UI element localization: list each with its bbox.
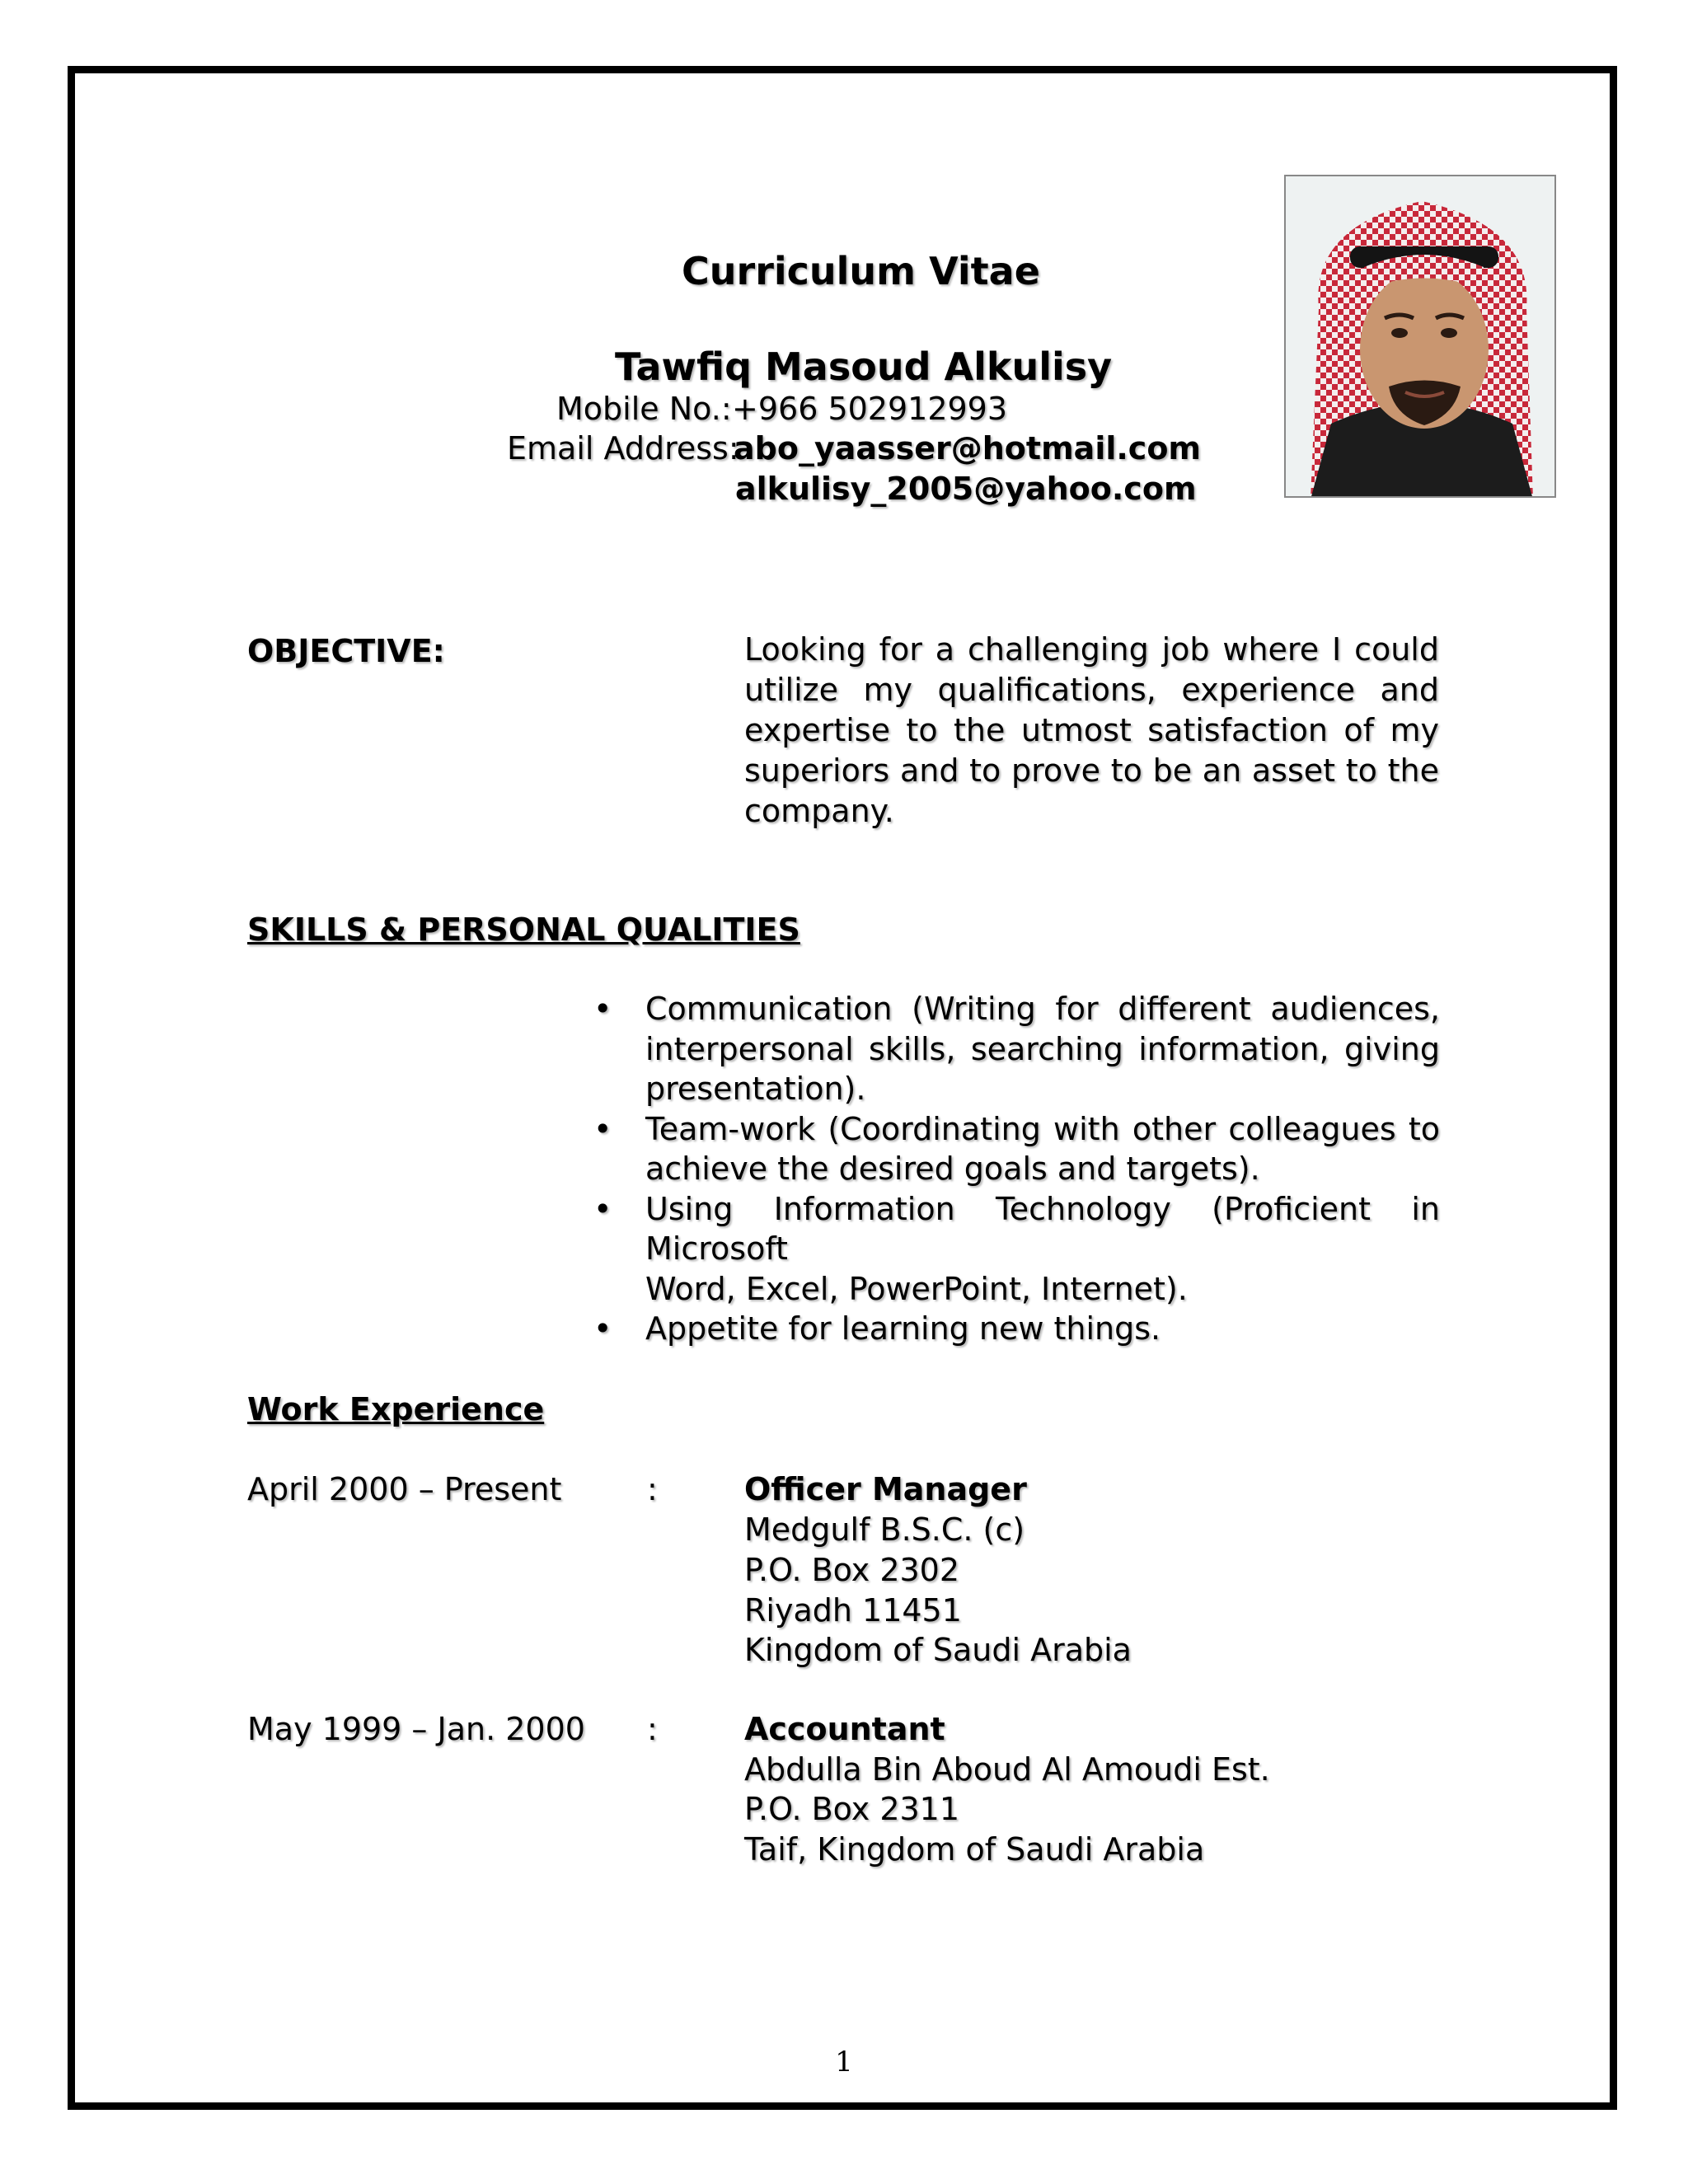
job-separator: :: [647, 1471, 658, 1507]
objective-line: utilize my qualifications, experience and: [744, 672, 1439, 708]
skill-item: [587, 1109, 1440, 1189]
bullet-icon: •: [593, 1110, 612, 1147]
work-heading: Work Experience: [247, 1391, 545, 1427]
job-title: Accountant: [744, 1711, 945, 1747]
job-detail: Riyadh 11451: [744, 1592, 962, 1629]
skills-heading: SKILLS & PERSONAL QUALITIES: [247, 912, 800, 948]
job-detail: P.O. Box 2302: [744, 1552, 960, 1588]
cv-title: Curriculum Vitae: [682, 249, 1040, 293]
job-dates: April 2000 – Present: [247, 1471, 562, 1507]
email-secondary: alkulisy_2005@yahoo.com: [735, 471, 1197, 507]
job-detail: Medgulf B.S.C. (c): [744, 1511, 1025, 1548]
candidate-name: Tawfiq Masoud Alkulisy: [615, 344, 1113, 389]
skill-item: [587, 1189, 1440, 1310]
bullet-icon: •: [593, 991, 612, 1027]
objective-text: [744, 630, 1439, 832]
objective-line: company.: [744, 793, 894, 829]
skill-line: interpersonal skills, searching information, giving: [645, 1030, 1440, 1067]
mobile-label: Mobile No.:: [556, 391, 732, 427]
objective-line: superiors and to prove to be an asset to the: [744, 752, 1439, 789]
skill-line: Word, Excel, PowerPoint, Internet).: [645, 1270, 1188, 1307]
skill-line: Team-work (Coordinating with other colleagues to: [645, 1110, 1440, 1147]
mobile-value: +966 502912993: [732, 391, 1008, 427]
job-dates: May 1999 – Jan. 2000: [247, 1711, 585, 1747]
skills-list: [587, 989, 1440, 1349]
skill-item: [587, 989, 1440, 1109]
page-number: 1: [835, 2046, 853, 2079]
bullet-icon: •: [593, 1310, 612, 1347]
profile-photo: [1284, 175, 1556, 498]
job-detail: P.O. Box 2311: [744, 1791, 960, 1827]
job-detail: Abdulla Bin Aboud Al Amoudi Est.: [744, 1751, 1270, 1788]
skill-line: achieve the desired goals and targets).: [645, 1151, 1260, 1187]
skill-item: [587, 1309, 1440, 1349]
skill-line: Using Information Technology (Proficient in Microsoft: [645, 1190, 1440, 1267]
job-title: Officer Manager: [744, 1471, 1027, 1507]
email-label: Email Address:: [507, 430, 739, 466]
skill-line: Appetite for learning new things.: [645, 1310, 1161, 1347]
job-detail: Kingdom of Saudi Arabia: [744, 1632, 1132, 1668]
objective-line: expertise to the utmost satisfaction of my: [744, 712, 1439, 748]
email-primary: abo_yaasser@hotmail.com: [734, 430, 1202, 466]
objective-line: Looking for a challenging job where I could: [744, 631, 1439, 668]
job-detail: Taif, Kingdom of Saudi Arabia: [744, 1831, 1205, 1868]
bullet-icon: •: [593, 1190, 612, 1227]
objective-heading: OBJECTIVE:: [247, 633, 445, 669]
job-separator: :: [647, 1711, 658, 1747]
skill-line: Communication (Writing for different audiences,: [645, 991, 1440, 1027]
skill-line: presentation).: [645, 1071, 866, 1107]
